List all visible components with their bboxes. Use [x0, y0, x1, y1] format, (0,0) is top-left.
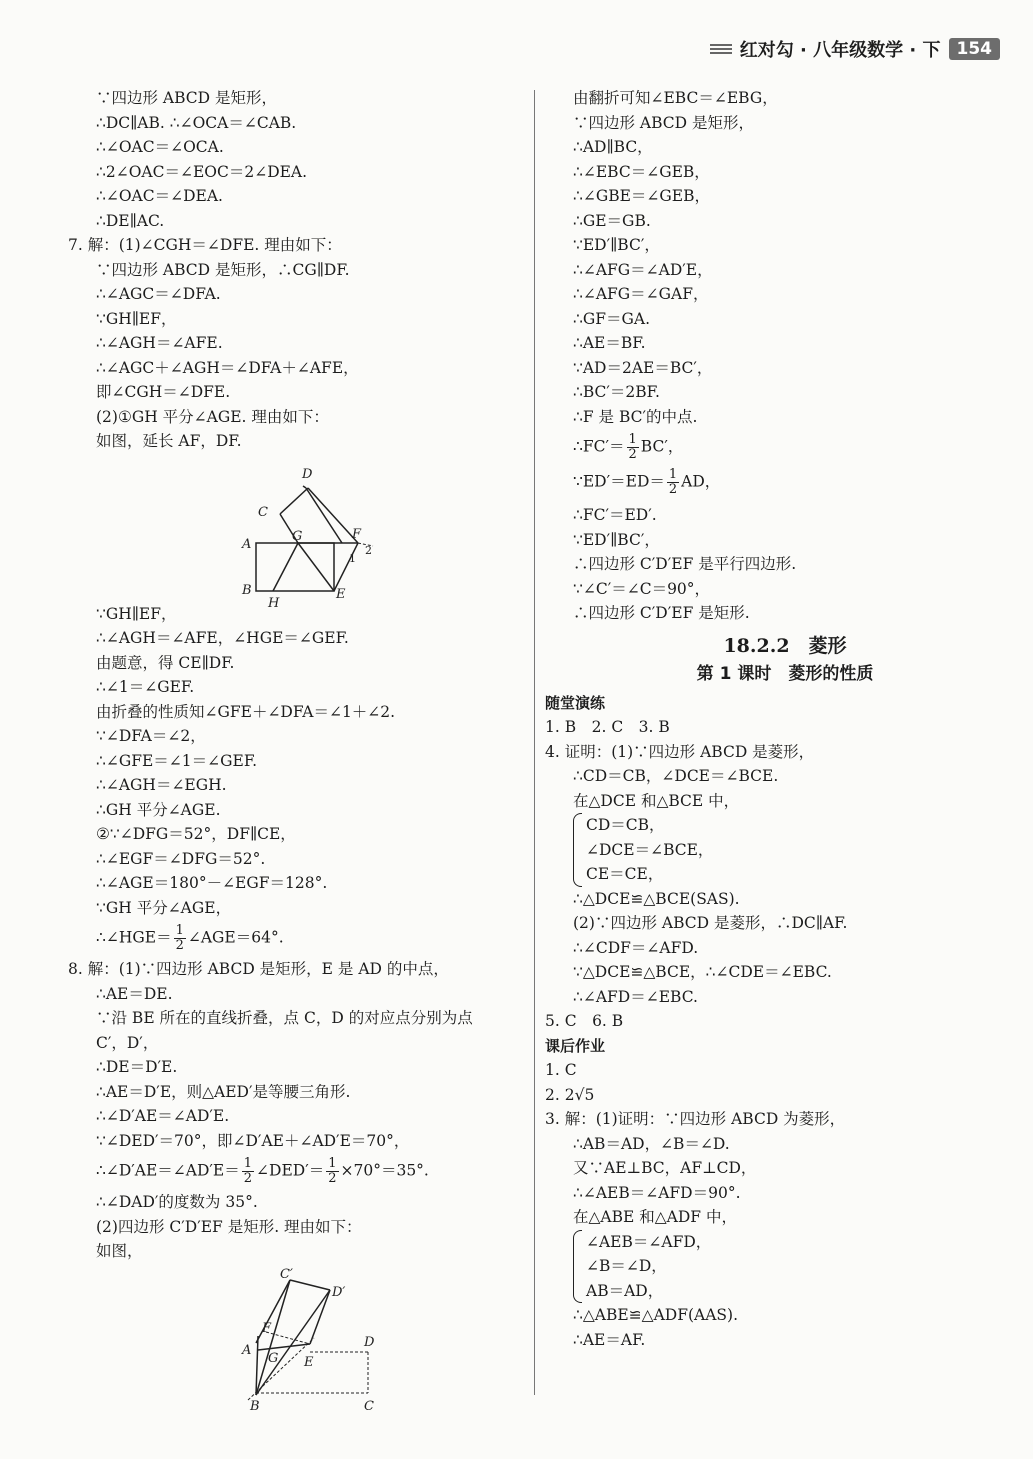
- page-number: 154: [949, 38, 1001, 60]
- point-E-label: E: [304, 1354, 314, 1370]
- text-part: ∴∠D′AE＝∠AD′E＝: [96, 1161, 240, 1180]
- equation-system: [545, 1230, 985, 1304]
- text-line: ∴GH 平分∠AGE.: [96, 800, 221, 819]
- text-part: ×70°＝35°.: [340, 1161, 429, 1180]
- text-line: ∴AB＝AD，∠B＝∠D.: [573, 1134, 730, 1153]
- question-3: 3. 解：(1)证明：∵四边形 ABCD 为菱形，: [545, 1110, 846, 1128]
- point-B-label: B: [242, 582, 252, 598]
- text-line: ∴∠AGH＝∠EGH.: [96, 776, 227, 794]
- text-line: ∴∠EBC＝∠GEB，: [573, 162, 710, 181]
- text-line: ∵四边形 ABCD 是矩形，: [96, 89, 278, 107]
- text-line: ∵AD＝2AE＝BC′，: [573, 358, 713, 377]
- text-line: ∴∠AGH＝∠AFE，∠HGE＝∠GEF.: [96, 629, 349, 647]
- equation-system: [545, 813, 985, 887]
- text-line: [68, 1157, 528, 1186]
- question-4: 4. 证明：(1)∵四边形 ABCD 是菱形，: [545, 742, 815, 761]
- text-line: ∴CD＝CB，∠DCE＝∠BCE.: [573, 767, 779, 785]
- text-line: ∴∠AGC＋∠AGH＝∠DFA＋∠AFE，: [96, 358, 359, 377]
- point-F-label: F: [262, 1320, 272, 1336]
- text-line: ∵GH∥EF，: [96, 604, 177, 623]
- text-line: 由折叠的性质知∠GFE＋∠DFA＝∠1＋∠2.: [96, 702, 396, 721]
- text-line: (2)四边形 C′D′EF 是矩形. 理由如下：: [96, 1217, 362, 1236]
- system-line: ∠B＝∠D，: [586, 1257, 667, 1275]
- text-line: 在△ABE 和△ADF 中，: [573, 1208, 737, 1226]
- text-line: ∴DE∥AC.: [96, 211, 165, 230]
- denominator: 2: [628, 447, 637, 462]
- homework-label: 课后作业: [545, 1036, 606, 1055]
- text-part: AD，: [681, 472, 721, 491]
- text-part: BC′，: [640, 437, 684, 456]
- numerator: 1: [175, 923, 184, 938]
- text-line: ∴∠AFD＝∠EBC.: [573, 987, 698, 1006]
- point-B-label: B: [250, 1398, 260, 1414]
- text-line: ∴∠OAC＝∠OCA.: [96, 138, 224, 156]
- column-divider: [534, 90, 535, 1395]
- point-C-label: C: [258, 504, 268, 520]
- numerator: 1: [628, 432, 637, 447]
- text-line: [68, 924, 528, 953]
- text-line: C′，D′，: [96, 1033, 159, 1052]
- section-title: 18.2.2 菱形: [723, 634, 847, 657]
- text-line: ∴∠AGC＝∠DFA.: [96, 285, 221, 303]
- text-line: ∴四边形 C′D′EF 是平行四边形.: [573, 555, 797, 573]
- book-title: 红对勾 · 八年级数学 · 下: [739, 40, 941, 61]
- text-line: ∴FC′＝ED′.: [573, 506, 657, 524]
- text-line: ∴∠GFE＝∠1＝∠GEF.: [96, 751, 258, 770]
- point-H-label: H: [268, 595, 280, 611]
- text-line: ∴△ABE≌△ADF(AAS).: [573, 1306, 738, 1324]
- text-line: ∵沿 BE 所在的直线折叠，点 C，D 的对应点分别为点: [96, 1009, 473, 1027]
- header-lines-icon: [710, 44, 732, 54]
- point-C-label: C: [364, 1398, 374, 1414]
- text-line: ∴AE＝AF.: [573, 1330, 646, 1349]
- text-line: ∴∠AGH＝∠AFE.: [96, 334, 223, 352]
- text-line: ∴∠GBE＝∠GEB，: [573, 187, 711, 205]
- fraction: [242, 1157, 254, 1186]
- text-line: ∴∠CDF＝∠AFD.: [573, 938, 699, 957]
- text-line: ∵ED′∥BC′，: [573, 530, 660, 549]
- text-line: ∵ED′∥BC′，: [573, 236, 660, 254]
- text-line: ∵四边形 ABCD 是矩形，∴CG∥DF.: [96, 260, 350, 279]
- text-line: 如图，: [96, 1242, 143, 1260]
- text-line: ∴AE＝DE.: [96, 984, 173, 1003]
- lesson-title: 第 1 课时 菱形的性质: [696, 664, 874, 684]
- text-line: ∴AD∥BC，: [573, 138, 653, 156]
- denominator: 2: [328, 1171, 337, 1186]
- text-line: ∴∠AEB＝∠AFD＝90°.: [573, 1183, 741, 1202]
- text-part: ∴∠HGE＝: [96, 928, 172, 947]
- system-line: ∠DCE＝∠BCE，: [586, 840, 714, 859]
- text-line: ∴∠EGF＝∠DFG＝52°.: [96, 849, 266, 868]
- point-D-label: D: [364, 1334, 375, 1350]
- text-line: ∴AE＝D′E，则△AED′是等腰三角形.: [96, 1082, 351, 1101]
- text-line: ∴∠D′AE＝∠AD′E.: [96, 1107, 230, 1125]
- angle-2-label: 2: [365, 543, 372, 557]
- question-8: 8. 解：(1)∵四边形 ABCD 是矩形，E 是 AD 的中点，: [68, 960, 449, 978]
- text-part: ∠DED′＝: [256, 1161, 325, 1180]
- practice-label: 随堂演练: [545, 693, 606, 712]
- answer-line: 5. C 6. B: [545, 1012, 624, 1030]
- point-D-label: D: [302, 466, 313, 482]
- figure-rectangle-fold-2: [218, 1266, 518, 1414]
- point-E-label: E: [336, 586, 346, 602]
- text-line: ∴∠AGE＝180°－∠EGF＝128°.: [96, 874, 328, 892]
- brace-icon: [573, 1230, 582, 1304]
- text-line: ∵∠C′＝∠C＝90°，: [573, 579, 711, 598]
- text-line: ∵△DCE≌△BCE，∴∠CDE＝∠EBC.: [573, 963, 832, 981]
- question-7: 7. 解：(1)∠CGH＝∠DFE. 理由如下：: [68, 236, 342, 254]
- denominator: 2: [175, 938, 184, 953]
- text-line: ∴四边形 C′D′EF 是矩形.: [573, 604, 750, 622]
- denominator: 2: [668, 482, 678, 497]
- left-column: [68, 86, 528, 1412]
- answer-line: 1. B 2. C 3. B: [545, 718, 670, 736]
- text-part: ∠AGE＝64°.: [187, 928, 284, 947]
- text-line: ∴∠DAD′的度数为 35°.: [96, 1193, 258, 1211]
- text-line: 在△DCE 和△BCE 中，: [573, 791, 740, 810]
- figure-rectangle-fold: [218, 458, 518, 611]
- text-line: ∵∠DED′＝70°，即∠D′AE＋∠AD′E＝70°，: [96, 1131, 410, 1150]
- numerator: 1: [328, 1156, 337, 1171]
- point-A-label: A: [242, 536, 252, 552]
- text-line: ∵GH∥EF，: [96, 309, 177, 328]
- angle-1-label: 1: [349, 551, 356, 565]
- system-line: CD＝CB，: [586, 816, 665, 834]
- brace-icon: [573, 813, 582, 887]
- text-line: ∴2∠OAC＝∠EOC＝2∠DEA.: [96, 162, 308, 181]
- point-G-label: G: [292, 528, 303, 544]
- text-line: ∴BC′＝2BF.: [573, 383, 660, 401]
- denominator: 2: [243, 1171, 253, 1186]
- point-F-label: F: [352, 526, 362, 542]
- fraction: [667, 468, 679, 497]
- text-line: ②∵∠DFG＝52°，DF∥CE，: [96, 825, 296, 843]
- text-line: ∴DE＝D′E.: [96, 1058, 178, 1076]
- numerator: 1: [668, 467, 678, 482]
- system-line: ∠AEB＝∠AFD，: [586, 1232, 712, 1251]
- point-A-label: A: [242, 1342, 252, 1358]
- text-line: 又∵AE⊥BC，AF⊥CD，: [573, 1159, 757, 1177]
- system-line: AB＝AD，: [586, 1281, 664, 1300]
- text-line: ∵∠DFA＝∠2，: [96, 727, 206, 745]
- text-line: [545, 433, 985, 462]
- point-Dprime-label: D′: [332, 1284, 346, 1300]
- fraction: [627, 433, 639, 462]
- text-line: ∴△DCE≌△BCE(SAS).: [573, 889, 740, 908]
- text-line: 如图，延长 AF，DF.: [96, 432, 242, 450]
- text-line: ∴GE＝GB.: [573, 211, 651, 230]
- fraction: [326, 1157, 338, 1186]
- text-line: ∴∠AFG＝∠GAF，: [573, 285, 709, 303]
- text-line: ∴F 是 BC′的中点.: [573, 407, 698, 426]
- text-part: ∴FC′＝: [573, 437, 625, 456]
- text-line: 由翻折可知∠EBC＝∠EBG，: [573, 89, 778, 107]
- numerator: 1: [243, 1156, 253, 1171]
- text-line: 即∠CGH＝∠DFE.: [96, 383, 231, 401]
- point-G-label: G: [268, 1350, 279, 1366]
- answer-line: 1. C: [545, 1061, 577, 1079]
- text-line: (2)∵四边形 ABCD 是菱形，∴DC∥AF.: [573, 914, 848, 932]
- text-part: ∵ED′＝ED＝: [573, 472, 665, 491]
- system-line: CE＝CE，: [586, 865, 664, 883]
- text-line: ∴GF＝GA.: [573, 309, 651, 328]
- text-line: ∴DC∥AB. ∴∠OCA＝∠CAB.: [96, 113, 297, 132]
- fraction: [174, 924, 186, 953]
- text-line: ∴∠OAC＝∠DEA.: [96, 187, 223, 205]
- text-line: ∴AE＝BF.: [573, 334, 646, 352]
- answer-line: 2. 2√5: [545, 1085, 595, 1104]
- right-column: [545, 86, 985, 1352]
- text-line: (2)①GH 平分∠AGE. 理由如下：: [96, 407, 329, 426]
- page-header: [700, 36, 1000, 62]
- text-line: ∴∠AFG＝∠AD′E，: [573, 260, 713, 279]
- point-Cprime-label: C′: [280, 1266, 293, 1282]
- text-line: 由题意，得 CE∥DF.: [96, 653, 235, 672]
- text-line: ∴∠1＝∠GEF.: [96, 678, 195, 696]
- text-line: ∵GH 平分∠AGE，: [96, 898, 232, 917]
- text-line: [545, 468, 985, 497]
- text-line: ∵四边形 ABCD 是矩形，: [573, 113, 755, 132]
